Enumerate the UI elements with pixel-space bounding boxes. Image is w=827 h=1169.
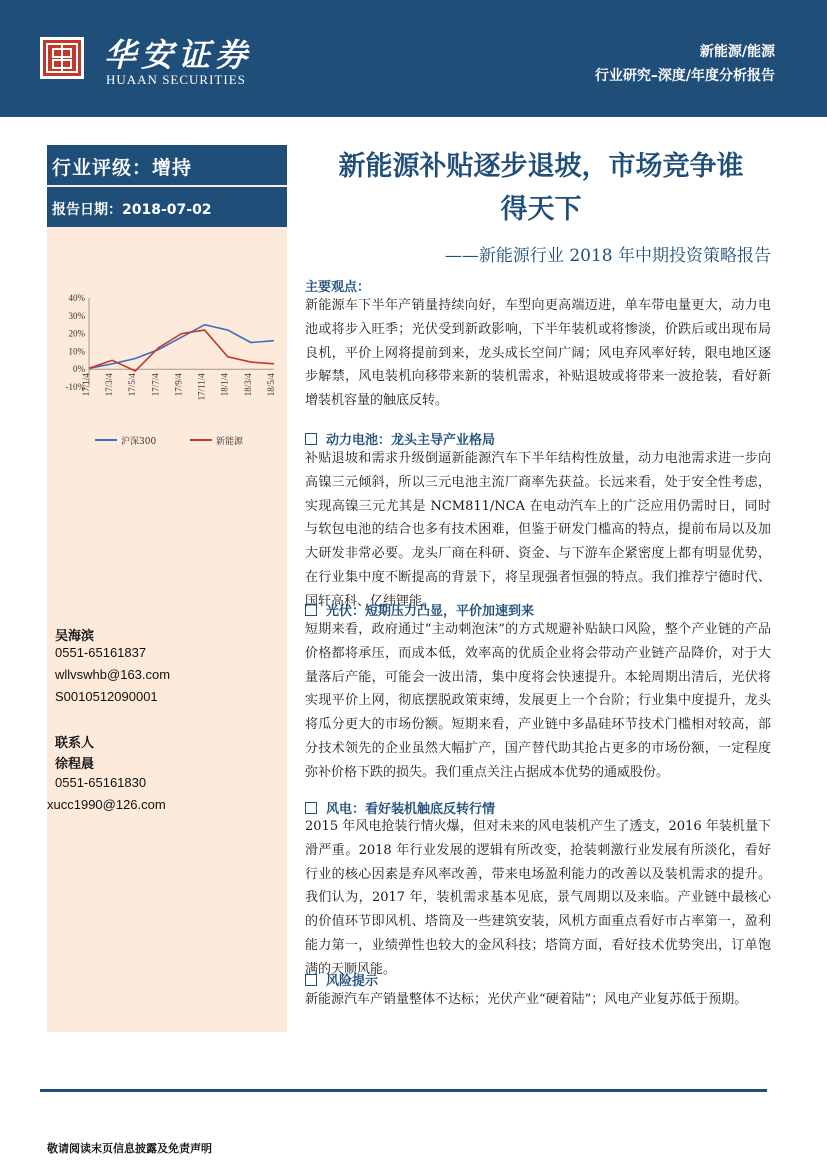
y-tick-label: 40% — [68, 293, 85, 303]
report-date — [52, 199, 212, 219]
sidebar-panel — [47, 145, 287, 1032]
y-tick-label: 30% — [68, 310, 85, 321]
title-line1: 新能源补贴逐步退坡，市场竞争谁 — [338, 151, 744, 182]
x-tick-label: 17/11/4 — [196, 373, 207, 401]
brand-name-en: HUAAN SECURITIES — [106, 72, 246, 87]
analyst1-cert: S0010512090001 — [55, 689, 158, 704]
y-tick-label: 10% — [68, 346, 85, 357]
performance-chart — [55, 288, 280, 453]
y-tick-label: 20% — [68, 328, 85, 339]
contact-name: 徐程晨 — [55, 757, 95, 772]
date-label: 报告日期： — [52, 202, 122, 218]
analyst1-email[interactable]: wllvswhb@163.com — [55, 667, 171, 682]
x-tick-label: 17/7/4 — [150, 373, 161, 397]
industry-rating: 行业评级：增持 — [52, 157, 193, 179]
checkbox-icon — [305, 433, 317, 445]
x-tick-label: 17/1/4 — [81, 373, 91, 397]
x-tick-label: 17/9/4 — [173, 373, 184, 397]
checkbox-icon — [305, 974, 317, 986]
brand-name-cn: 华安证券 — [104, 36, 253, 74]
checkbox-icon — [305, 604, 317, 616]
section-heading-text: 风电：看好装机触底反转行情 — [326, 802, 496, 817]
section-body-battery: 补贴退坡和需求升级倒逼新能源汽车下半年结构性放量，动力电池需求进一步向高镍三元倾斜，所以三元电池主流厂商率先获益。长远来看，处于安全性考虑，实现高镍三元尤其是 NCM811/NCA 在电动汽车上的广泛应用仍需时日，同时与软包电池的结合也多有技术困难，但鉴于研发门槛高的特点，提前布局以及加大研发非常必要。龙头厂商在科研、资金、与下游车企紧密度上都有明显优势，在行业集中度不断提高的背景下，将呈现强者恒强的特点。我们推荐宁德时代、国轩高科、亿纬锂能。 — [305, 451, 771, 609]
section-body-pv: 短期来看，政府通过“主动刺泡沫”的方式规避补贴缺口风险，整个产业链的产品价格都将承压，而成本低，效率高的优质企业将会带动产业链产品降价，对于大量落后产能，可能会一波出清，集中度将会快速提升。本轮周期出清后，光伏将实现平价上网，彻底摆脱政策束缚，发展更上一个台阶；行业集中度提升，龙头将瓜分更大的市场份额。短期来看，产业链中多晶硅环节技术门槛相对较高，部分技术领先的企业虽然大幅扩产，国产替代助其抢占更多的市场份额，一定程度弥补价格下跌的损失。我们重点关注占据成本优势的通威股份。 — [305, 622, 771, 780]
footer-disclaimer[interactable]: 敬请阅读末页信息披露及免责声明 — [47, 1142, 212, 1155]
report-type-label: 行业研究–深度/年度分析报告 — [594, 68, 775, 84]
series-line-1 — [89, 330, 274, 371]
section-body-wind: 2015 年风电抢装行情火爆，但对未来的风电装机产生了透支，2016 年装机量下滑严重。2018 年行业发展的逻辑有所改变，抢装刺激行业发展有所淡化，看好行业的核心因素是弃风率改善，带来电场盈利能力的改善以及装机需求的提升。我们认为，2017 年，装机需求基本见底，景气周期以及来临。产业链中最核心的价值环节即风机、塔筒及一些建筑安装，风机方面重点看好市占率第一，盈利能力第一，业绩弹性也较大的金风科技；塔筒方面，看好技术优势突出，订单饱满的天顺风能。 — [305, 819, 771, 977]
section-heading-text: 风险提示 — [326, 974, 379, 989]
report-subtitle: ——新能源行业 2018 年中期投资策略报告 — [444, 246, 771, 266]
x-tick-label: 18/5/4 — [266, 373, 276, 397]
section-heading-text: 光伏：短期压力凸显，平价加速到来 — [326, 604, 535, 619]
analyst1-phone: 0551-65161837 — [55, 645, 147, 660]
x-tick-label: 18/3/4 — [242, 373, 253, 397]
analyst1-name: 吴海滨 — [55, 629, 95, 644]
sector-label: 新能源/能源 — [699, 44, 775, 60]
report-title — [300, 145, 782, 231]
y-tick-label: -10% — [65, 382, 85, 392]
legend-label: 沪深300 — [121, 437, 157, 447]
title-line2: 得天下 — [500, 194, 582, 225]
footer-divider — [40, 1089, 767, 1092]
contact-phone: 0551-65161830 — [55, 775, 147, 790]
report-header — [0, 0, 827, 117]
y-tick-label: 0% — [73, 364, 85, 375]
contact-label: 联系人 — [55, 736, 95, 751]
key-points-heading: 主要观点： — [305, 280, 371, 295]
x-tick-label: 17/3/4 — [104, 373, 115, 397]
section-heading-text: 动力电池：龙头主导产业格局 — [326, 433, 496, 448]
contact-email[interactable]: xucc1990@126.com — [47, 797, 166, 812]
section-heading-risk — [305, 970, 378, 989]
key-points-body: 新能源车下半年产销量持续向好，车型向更高端迈进，单车带电量更大，动力电池或将步入旺季；光伏受到新政影响，下半年装机或将惨淡，价跌后或出现布局良机，平价上网将提前到来，龙头成长空间广阔；风电弃风率好转，限电地区逐步解禁，风电装机向移带来新的装机需求，补贴退坡或将带来一波抢装，看好新增装机容量的触底反转。 — [305, 298, 771, 409]
performance-chart-svg — [55, 288, 280, 453]
logo-icon — [40, 37, 84, 79]
x-tick-label: 17/5/4 — [127, 373, 138, 397]
section-heading-pv — [305, 600, 534, 619]
checkbox-icon — [305, 802, 317, 814]
date-value: 2018-07-02 — [122, 202, 212, 218]
section-heading-battery — [305, 429, 495, 448]
section-body-risk: 新能源汽车产销量整体不达标；光伏产业“硬着陆”；风电产业复苏低于预期。 — [305, 992, 748, 1007]
x-tick-label: 18/1/4 — [219, 373, 230, 397]
legend-label: 新能源 — [216, 437, 244, 447]
